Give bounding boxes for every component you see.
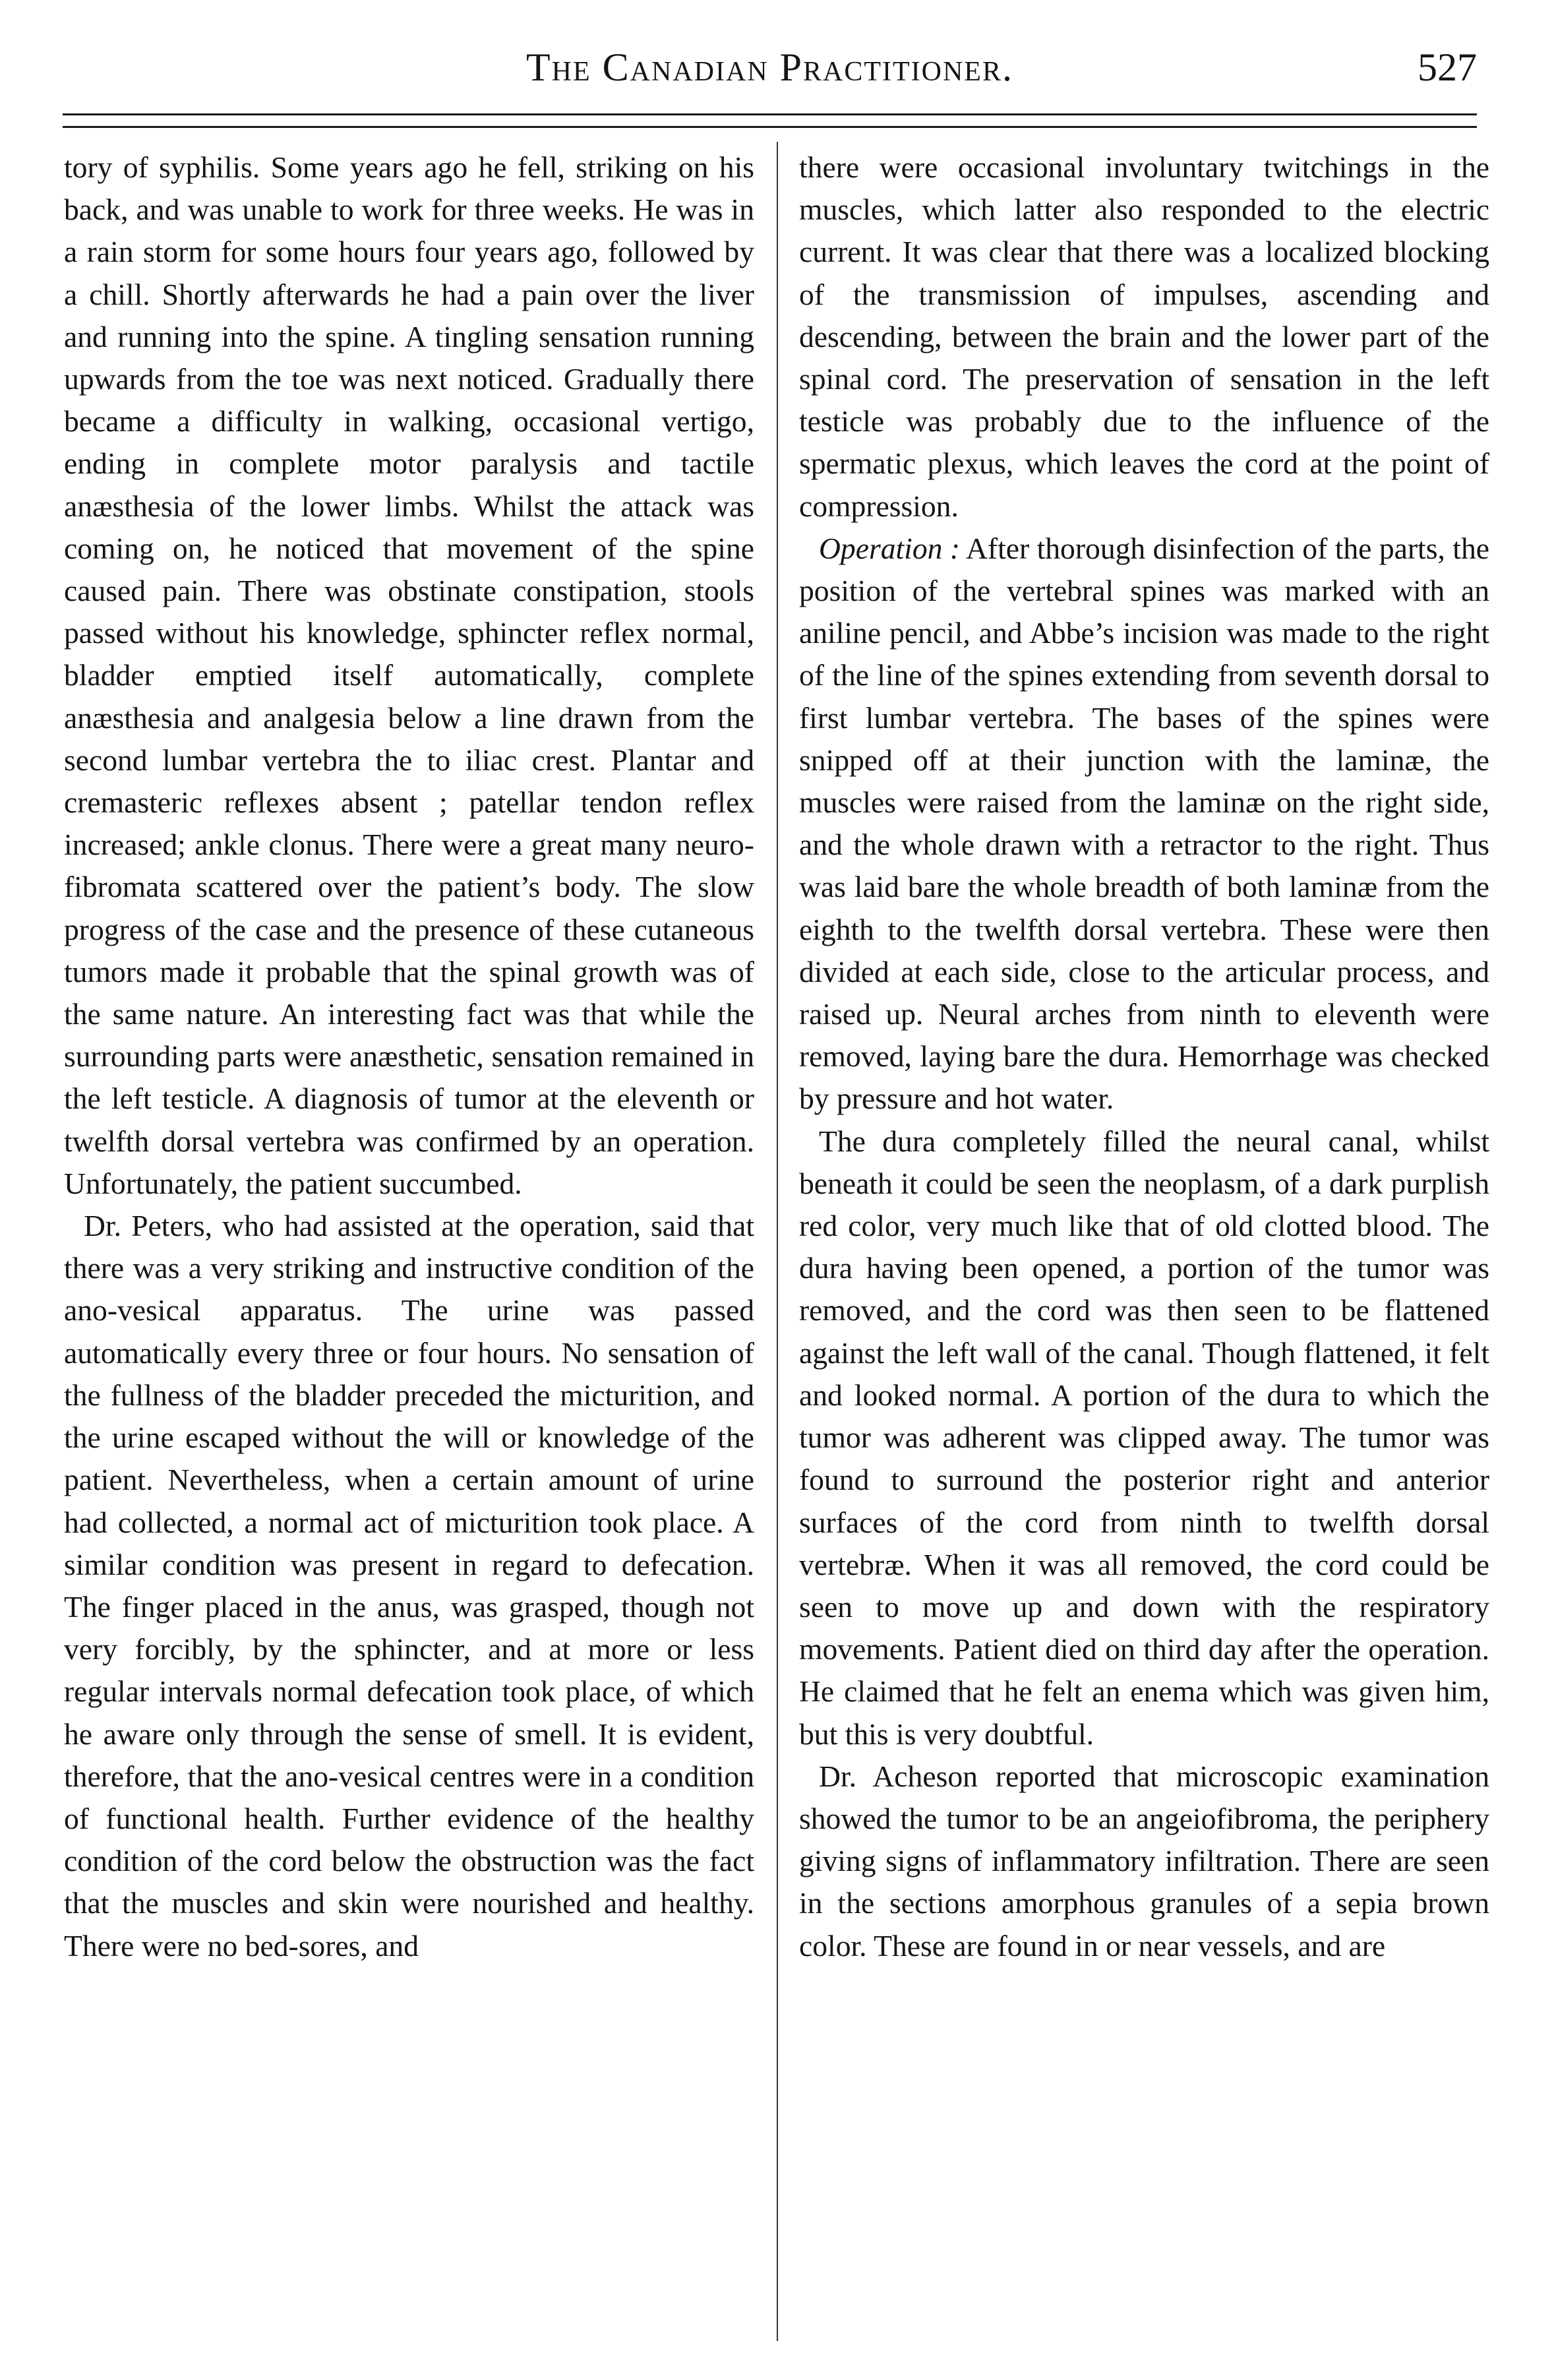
right-paragraph-4: Dr. Acheson reported that microscopic examination showed the tumor to be an angeiofibroma, the periphery giving signs of inflammatory infiltration. There are seen in the sections amorphous granules of a sepia brown color. These are found in or near vessels, and are — [799, 1759, 1489, 1963]
operation-label: Operation : — [819, 531, 961, 565]
right-column — [799, 146, 1489, 1967]
left-column — [64, 146, 754, 1967]
operation-text: After thorough disinfection of the parts, the position of the vertebral spines was marked with an aniline pencil, and Abbe’s incision was made to the right of the line of the spines extending from seventh dorsal to first lumbar vertebra. The bases of the spines were snipped off at their junction with the laminæ, the muscles were raised from the laminæ on the right side, and the whole drawn with a retractor to the right. Thus was laid bare the whole breadth of both laminæ from the eighth to the twelfth dorsal vertebra. These were then divided at each side, close to the articular process, and raised up. Neural arches from ninth to eleventh were removed, laying bare the dura. Hemorrhage was checked by pressure and hot water. — [799, 531, 1489, 1116]
operation-paragraph — [799, 528, 1489, 1120]
header-double-rule — [63, 113, 1477, 128]
left-paragraph-1: tory of syphilis. Some years ago he fell, striking on his back, and was unable to work for three weeks. He was in a rain storm for some hours four years ago, followed by a chill. Shortly afterwards he had a pain over the liver and running into the spine. A tingling sensation running upwards from the toe was next noticed. Gradually there became a difficulty in walking, occasional vertigo, ending in complete motor paralysis and tactile anæsthesia of the lower limbs. Whilst the attack was coming on, he noticed that movement of the spine caused pain. There was obstinate constipation, stools passed without his knowledge, sphincter reflex normal, bladder emptied itself automatically, complete anæsthesia and analgesia below a line drawn from the second lumbar vertebra the to iliac crest. Plantar and cremasteric reflexes absent ; patellar tendon reflex increased; ankle clonus. There were a great many neuro-fibromata scattered over the patient’s body. The slow progress of the case and the presence of these cutaneous tumors made it probable that the spinal growth was of the same nature. An interesting fact was that while the surrounding parts were anæsthetic, sensation remained in the left testicle. A diagnosis of tumor at the eleventh or twelfth dorsal vertebra was confirmed by an operation. Unfortunately, the patient succumbed. — [64, 150, 754, 1200]
page-header — [63, 45, 1477, 104]
right-paragraph-3: The dura completely filled the neural canal, whilst beneath it could be seen the neoplasm, of a dark purplish red color, very much like that of old clotted blood. The dura having been opened, a portion of the tumor was removed, and the cord was then seen to be flattened against the left wall of the canal. Though flattened, it felt and looked normal. A portion of the dura to which the tumor was adherent was clipped away. The tumor was found to surround the posterior right and anterior surfaces of the cord from ninth to twelfth dorsal vertebræ. When it was all removed, the cord could be seen to move up and down with the respiratory movements. Patient died on third day after the operation. He claimed that he felt an enema which was given him, but this is very doubtful. — [799, 1124, 1489, 1751]
left-paragraph-2: Dr. Peters, who had assisted at the operation, said that there was a very striking and instructive condition of the ano-vesical apparatus. The urine was passed automatically every three or four hours. No sensation of the fullness of the bladder preceded the micturition, and the urine escaped without the will or knowledge of the patient. Nevertheless, when a certain amount of urine had collected, a normal act of micturition took place. A similar condition was present in regard to defecation. The finger placed in the anus, was grasped, though not very forcibly, by the sphincter, and at more or less regular intervals normal defecation took place, of which he aware only through the sense of smell. It is evident, therefore, that the ano-vesical centres were in a condition of functional health. Further evidence of the healthy condition of the cord below the obstruction was the fact that the muscles and skin were nourished and healthy. There were no bed-sores, and — [64, 1209, 754, 1963]
right-paragraph-1: there were occasional involuntary twitchings in the muscles, which latter also responded to the electric current. It was clear that there was a localized blocking of the transmission of impulses, ascending and descending, between the brain and the lower part of the spinal cord. The preservation of sensation in the left testicle was probably due to the influence of the spermatic plexus, which leaves the cord at the point of compression. — [799, 150, 1489, 523]
column-divider — [777, 142, 778, 2341]
running-title: The Canadian Practitioner. — [526, 46, 1013, 89]
page-number: 527 — [1418, 46, 1477, 89]
